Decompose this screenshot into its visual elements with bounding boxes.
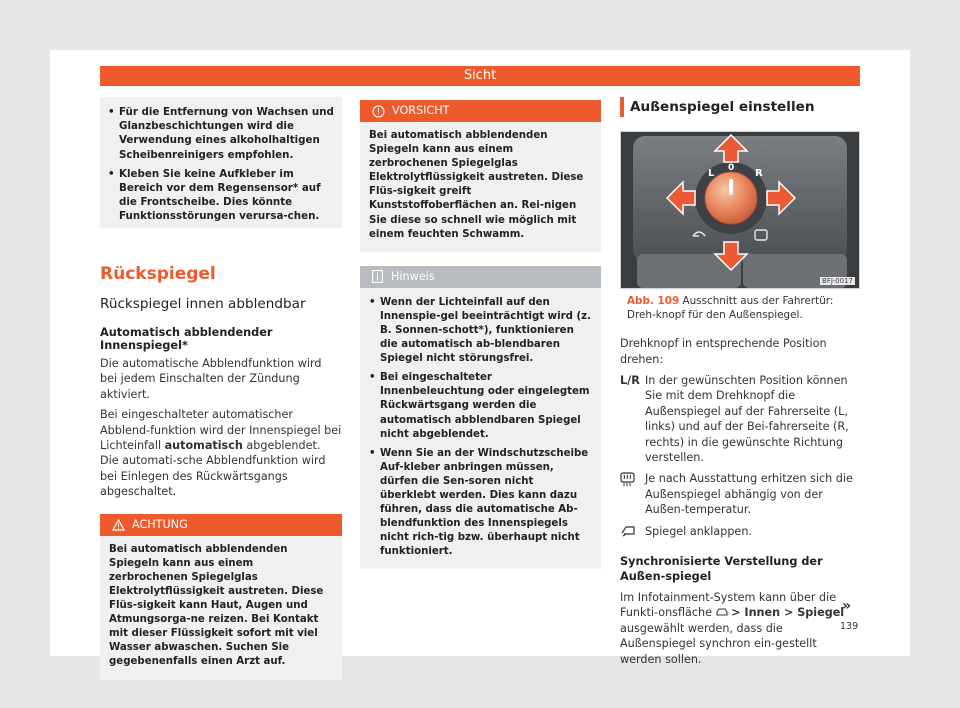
paragraph: Bei eingeschalteter automatischer Abblend-funktion wird der Innenspiegel bei Lichteinfall automatisch abgeblendet. Die automati-sche Abblendfunktion wird bei Einlegen des Rückwärtsgangs abgeschaltet.	[100, 408, 342, 499]
subsection-title: Rückspiegel innen abblendbar	[100, 296, 306, 312]
info-circle-icon	[372, 105, 385, 118]
page-number: 139	[840, 621, 859, 632]
vorsicht-box	[360, 100, 601, 252]
achtung-box	[100, 514, 342, 680]
figure-mirror-knob	[620, 131, 860, 289]
list-item: • Wenn Sie an der Windschutzscheibe Auf-kleber anbringen müssen, dürfen die Sen-soren nicht überklebt werden. Dies kann dazu führen, dass die automatische Ab-blendfunktion des Innenspiegels nicht rich-tig bzw. überhaupt nicht funktioniert.	[369, 447, 589, 558]
hinweis-box	[360, 266, 601, 570]
paragraph: Die automatische Abblendfunktion wird bei jedem Einschalten der Zündung aktiviert.	[100, 357, 322, 401]
continue-mark: »	[842, 598, 852, 614]
figure-number: Abb. 109	[627, 295, 680, 307]
hinweis-header: Hinweis	[360, 266, 601, 288]
list-item: • Für die Entfernung von Wachsen und Glanzbeschichtungen wird die Verwendung eines alkoholhaltigen Scheibenreinigers empfohlen.	[108, 106, 334, 161]
tips-box	[100, 97, 342, 228]
list-item: • Kleben Sie keine Aufkleber im Bereich vor dem Regensensor* auf die Frontscheibe. Dies könnte Funktionsstörungen verursa-chen.	[108, 167, 321, 223]
menu-path: > Innen > Spiegel	[731, 606, 845, 620]
vorsicht-text: Bei automatisch abblendenden Spiegeln kann aus einem zerbrochenen Spiegelglas Elektrolytflüssigkeit austreten. Diese Flüs-sigkeit greift Kunststoffoberflächen an. Rei-nigen Sie diese so schnell wie möglich mit einem feuchten Schwamm.	[360, 122, 601, 252]
car-settings-icon	[716, 607, 728, 617]
figure-code: BFJ-0017	[822, 277, 853, 285]
section-title-row	[620, 97, 860, 117]
list-item: Je nach Ausstattung erhitzen sich die Außenspiegel abhängig von der Außen-temperatur.	[620, 471, 860, 517]
list-item: • Bei eingeschalteter Innenbeleuchtung oder eingelegtem Rückwärtsgang werden die automatisch abblendbaren Spiegel nicht abgeblendet.	[369, 372, 590, 440]
control-list	[620, 373, 860, 542]
page-header: Sicht	[100, 66, 860, 86]
hinweis-body	[360, 288, 601, 570]
achtung-text: Bei automatisch abblendenden Spiegeln kann aus einem zerbrochenen Spiegelglas Elektrolytflüssigkeit austreten. Diese Flüs-sigkeit kann Haut, Augen und Atmungsorga-ne reizen. Bei Kontakt mit dieser Flüssigkeit sofort mit viel Wasser abwaschen. Suchen Sie gegebenenfalls einen Arzt auf.	[100, 536, 342, 680]
mirror-heating-icon	[620, 471, 645, 517]
left-column	[100, 97, 342, 680]
sync-paragraph: Im Infotainment-System kann über die Funkti-onsfläche > Innen > Spiegel ausgewählt werden, dass die Außenspiegel synchron ein-gestellt werden sollen.	[620, 590, 845, 666]
right-column	[620, 97, 860, 667]
list-item: • Wenn der Lichteinfall auf den Innenspie-gel beeinträchtigt wird (z. B. Sonnen-schott*), funktionieren die automatisch ab-blendbaren Spiegel nicht störungsfrei.	[369, 296, 591, 365]
vorsicht-header: VORSICHT	[360, 100, 601, 122]
section-title: Rückspiegel	[100, 264, 216, 284]
middle-column	[360, 100, 601, 569]
note-icon	[372, 270, 383, 283]
emphasis: automatisch	[164, 439, 243, 453]
achtung-header: ACHTUNG	[100, 514, 342, 536]
figure-caption: Abb. 109 Ausschnitt aus der Fahrertür: Dreh-knopf für den Außenspiegel.	[627, 295, 834, 321]
knob-label-zero: 0	[728, 163, 735, 173]
item-key: L/R	[620, 374, 640, 387]
mirror-fold-icon	[620, 524, 645, 542]
intro-text: Drehknopf in entsprechende Position drehen:	[620, 337, 827, 366]
sync-heading: Synchronisierte Verstellung der Außen-spiegel	[620, 555, 823, 584]
list-item: Spiegel anklappen.	[620, 524, 860, 542]
mirror-knob-illustration	[621, 132, 859, 288]
list-item: L/R In der gewünschten Position können Sie mit dem Drehknopf die Außenspiegel auf der Fahrerseite (L, links) und auf der Bei-fahrerseite (R, rechts) in die gewünschte Richtung verstellen.	[620, 374, 849, 465]
knob-label-right: R	[755, 168, 763, 179]
title-accent-bar	[620, 97, 624, 117]
knob-label-left: L	[708, 168, 715, 179]
warning-triangle-icon	[112, 519, 125, 531]
section-title: Außenspiegel einstellen	[630, 99, 815, 115]
paragraph-heading: Automatisch abblendender Innenspiegel*	[100, 326, 273, 352]
